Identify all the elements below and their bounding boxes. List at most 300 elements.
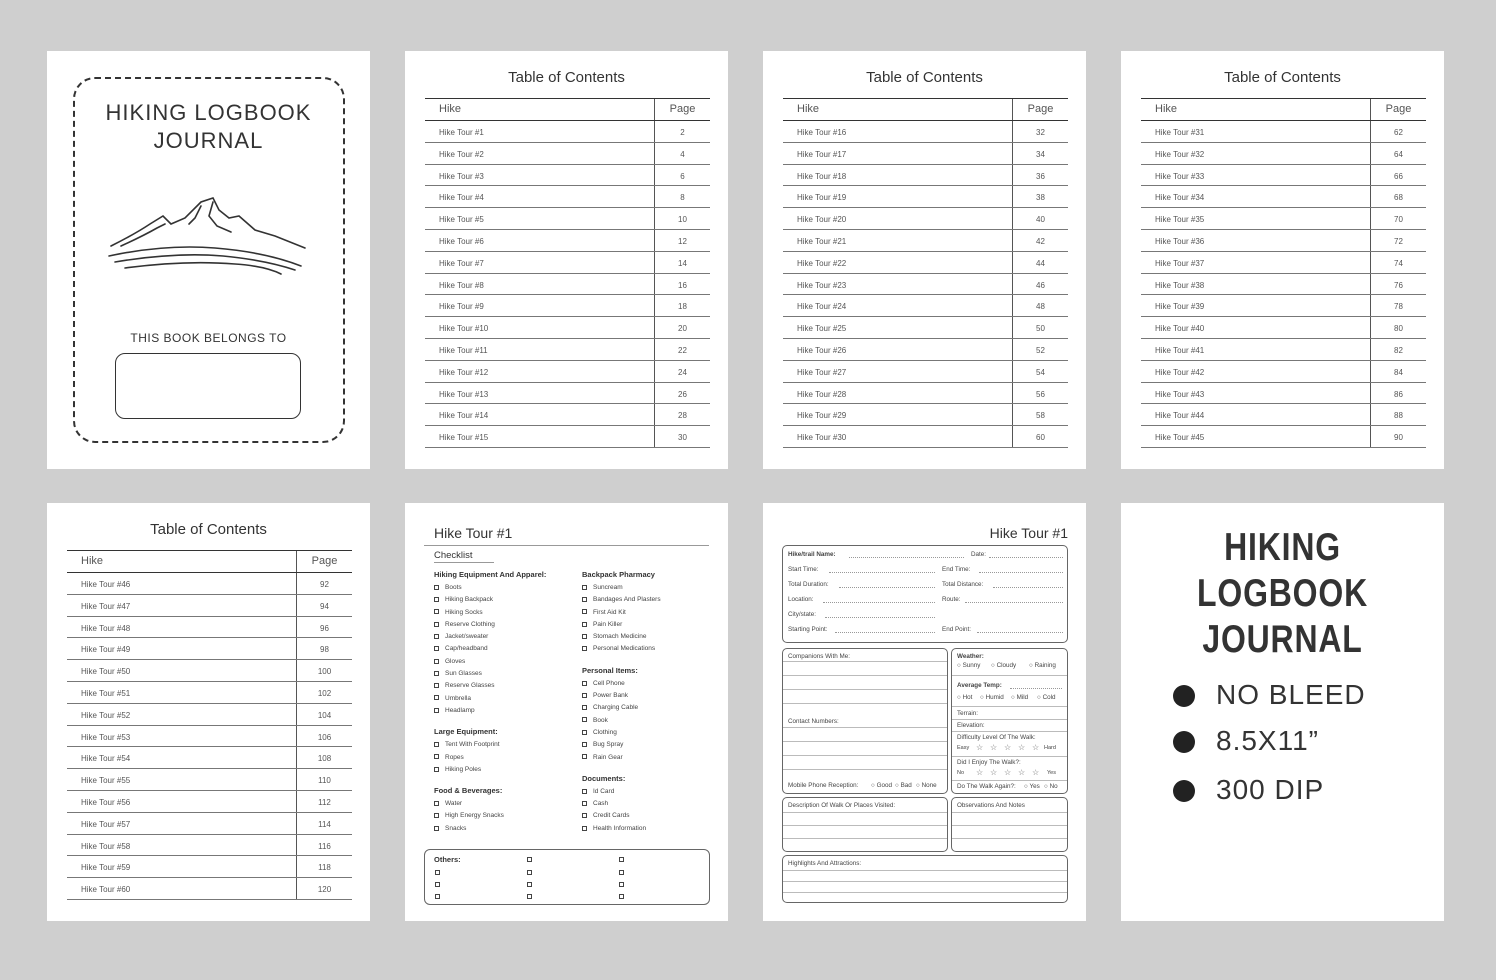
toc-hike-name: Hike Tour #58: [81, 841, 131, 851]
table-row: [67, 573, 352, 595]
toc-page-number: 26: [678, 389, 687, 399]
checkbox[interactable]: [619, 894, 624, 899]
toc-hike-name: Hike Tour #18: [797, 171, 847, 181]
group-gap: [582, 764, 712, 774]
checklist-item[interactable]: [582, 823, 712, 835]
temp-mild[interactable]: ○ Mild: [1011, 694, 1029, 701]
checkbox[interactable]: [619, 857, 624, 862]
terrain-line[interactable]: [952, 719, 1067, 720]
toc-hike-name: Hike Tour #28: [797, 389, 847, 399]
toc-page-number: 78: [1394, 302, 1403, 312]
owner-name-box: [115, 353, 301, 419]
toc-page-number: 46: [1036, 280, 1045, 290]
toc-page-2: [763, 51, 1086, 469]
toc-header-row: [1141, 99, 1426, 121]
checklist-item[interactable]: [434, 656, 579, 668]
toc-page-number: 54: [1036, 367, 1045, 377]
location-field[interactable]: [823, 602, 935, 603]
checklist-item[interactable]: [434, 693, 579, 705]
toc-hike-name: Hike Tour #38: [1155, 280, 1205, 290]
checklist-item[interactable]: [582, 594, 712, 606]
checkbox[interactable]: [582, 789, 587, 794]
star-icon[interactable]: ☆: [1018, 743, 1026, 752]
toc-page-number: 62: [1394, 128, 1403, 137]
table-row: [67, 638, 352, 660]
checkbox[interactable]: [434, 659, 439, 664]
checklist-item[interactable]: [434, 705, 579, 717]
again-no-text: No: [1049, 783, 1058, 790]
star-icon[interactable]: ☆: [1018, 768, 1026, 777]
checkbox[interactable]: [582, 609, 587, 614]
toc-page-number: 44: [1036, 258, 1045, 268]
star-icon[interactable]: ☆: [990, 768, 998, 777]
checkbox[interactable]: [527, 894, 532, 899]
checklist-group-heading: Documents:: [582, 773, 626, 783]
table-row: [67, 835, 352, 857]
toc-page-number: 48: [1036, 302, 1045, 312]
checkbox[interactable]: [527, 882, 532, 887]
checkbox[interactable]: [582, 693, 587, 698]
weather-sunny-text: Sunny: [962, 662, 981, 669]
checklist-item[interactable]: [582, 715, 712, 727]
toc-hike-name: Hike Tour #44: [1155, 411, 1205, 421]
toc-col-page: Page: [1385, 103, 1412, 115]
date-label: Date:: [971, 551, 987, 558]
contact-line[interactable]: [783, 755, 947, 756]
table-row: [67, 878, 352, 900]
toc-page-number: 34: [1036, 149, 1045, 159]
highlights-line[interactable]: [783, 892, 1067, 893]
temp-field[interactable]: [1010, 688, 1062, 689]
toc-page-number: 110: [318, 776, 331, 786]
toc-col-hike: Hike: [81, 555, 104, 567]
companions-line[interactable]: [783, 689, 947, 690]
checklist-item-label: Health Information: [593, 824, 647, 832]
toc-col-hike: Hike: [797, 103, 820, 115]
bullet-dpi: 300 DIP: [1216, 774, 1325, 805]
temp-hot-text: Hot: [962, 694, 973, 701]
starting-point-label: Starting Point:: [788, 626, 828, 633]
toc-page-number: 50: [1036, 324, 1045, 334]
checkbox[interactable]: [619, 870, 624, 875]
checklist-item[interactable]: [582, 607, 712, 619]
weather-raining[interactable]: ○ Raining: [1029, 662, 1056, 669]
toc-page-number: 84: [1394, 367, 1403, 377]
toc-hike-name: Hike Tour #19: [797, 193, 847, 203]
contact-line[interactable]: [783, 727, 947, 728]
toc-hike-name: Hike Tour #4: [439, 193, 484, 203]
toc-hike-name: Hike Tour #34: [1155, 193, 1205, 203]
checkbox[interactable]: [582, 813, 587, 818]
reception-good[interactable]: ○ Good: [871, 782, 892, 789]
reception-bad[interactable]: ○ Bad: [895, 782, 912, 789]
toc-page-number: 92: [320, 580, 329, 589]
checklist-item[interactable]: [582, 727, 712, 739]
table-row: [1141, 165, 1426, 187]
checklist-item[interactable]: [434, 594, 579, 606]
end-time-label: End Time:: [942, 566, 971, 573]
table-row: [783, 230, 1068, 252]
star-icon[interactable]: ☆: [1004, 743, 1012, 752]
toc-page-number: 68: [1394, 193, 1403, 203]
mountain-icon: [105, 196, 311, 276]
checklist-item-label: Credit Cards: [593, 812, 630, 820]
toc-hike-name: Hike Tour #14: [439, 411, 489, 421]
checkbox[interactable]: [582, 742, 587, 747]
checklist-group-heading: Food & Beverages:: [434, 786, 503, 796]
table-row: [425, 426, 710, 448]
checklist-item-label: Reserve Clothing: [445, 620, 495, 628]
table-row: [783, 208, 1068, 230]
table-row: [425, 404, 710, 426]
promo-title-line2: JOURNAL: [1202, 618, 1363, 661]
trail-name-field[interactable]: [849, 557, 964, 558]
checkbox[interactable]: [434, 585, 439, 590]
table-row: [67, 769, 352, 791]
end-point-field[interactable]: [977, 632, 1063, 633]
observations-line[interactable]: [952, 838, 1067, 839]
table-row: [425, 121, 710, 143]
checklist-item[interactable]: [582, 678, 712, 690]
star-icon[interactable]: ☆: [1004, 768, 1012, 777]
toc-page-number: 76: [1394, 280, 1403, 290]
checklist-item[interactable]: [434, 739, 579, 751]
log-title: Hike Tour #1: [989, 525, 1068, 541]
checklist-item[interactable]: [582, 582, 712, 594]
checkbox[interactable]: [582, 826, 587, 831]
checklist-item-label: Suncream: [593, 584, 623, 591]
observations-line[interactable]: [952, 825, 1067, 826]
weather-sunny[interactable]: ○ Sunny: [957, 662, 981, 669]
divider: [952, 756, 1067, 757]
toc-page-number: 112: [318, 797, 331, 807]
checkbox[interactable]: [434, 671, 439, 676]
checklist-item[interactable]: [582, 739, 712, 751]
promo-title: [1150, 525, 1415, 663]
toc-hike-name: Hike Tour #22: [797, 258, 847, 268]
temp-cold-text: Cold: [1042, 694, 1056, 701]
start-time-label: Start Time:: [788, 566, 819, 573]
checklist-item[interactable]: [582, 798, 712, 810]
table-row: [425, 274, 710, 296]
reception-none-text: None: [921, 782, 937, 789]
star-icon[interactable]: ☆: [990, 743, 998, 752]
total-duration-label: Total Duration:: [788, 581, 829, 588]
table-row: [783, 404, 1068, 426]
checkbox[interactable]: [434, 742, 439, 747]
location-label: Location:: [788, 596, 814, 603]
toc-page-number: 20: [678, 324, 687, 334]
checklist-item[interactable]: [434, 619, 579, 631]
toc-page-number: 90: [1394, 433, 1403, 443]
divider: [952, 706, 1067, 707]
toc-page-number: 6: [680, 171, 685, 181]
toc-page-1: [405, 51, 728, 469]
toc-hike-name: Hike Tour #35: [1155, 215, 1205, 225]
checklist-item-label: Id Card: [593, 787, 615, 795]
table-row: [425, 208, 710, 230]
temp-label: Average Temp:: [957, 682, 1002, 689]
checklist-item-label: Sun Glasses: [445, 670, 482, 678]
toc-page-number: 94: [320, 601, 329, 611]
toc-hike-name: Hike Tour #21: [797, 236, 847, 246]
contact-line[interactable]: [783, 741, 947, 742]
table-row: [783, 165, 1068, 187]
contact-line[interactable]: [783, 769, 947, 770]
toc-page-3: [1121, 51, 1444, 469]
checkbox[interactable]: [582, 730, 587, 735]
checklist-item-label: Pain Killer: [593, 620, 623, 628]
table-row: [783, 274, 1068, 296]
checkbox[interactable]: [582, 634, 587, 639]
checkbox[interactable]: [434, 683, 439, 688]
checklist-group-heading: Hiking Equipment And Apparel:: [434, 570, 547, 579]
checklist-item[interactable]: [434, 752, 579, 764]
toc-col-page: Page: [669, 103, 696, 115]
checklist-item[interactable]: [434, 798, 579, 810]
checkbox[interactable]: [434, 646, 439, 651]
checkbox[interactable]: [582, 717, 587, 722]
end-time-field[interactable]: [979, 572, 1063, 573]
total-duration-field[interactable]: [839, 587, 935, 588]
weather-label: Weather:: [957, 653, 984, 660]
companions-label: Companions With Me:: [788, 653, 850, 660]
enjoy-no: No: [957, 770, 965, 776]
again-yes[interactable]: ○ Yes: [1024, 783, 1040, 790]
toc-hike-name: Hike Tour #10: [439, 324, 489, 334]
toc-hike-name: Hike Tour #46: [81, 580, 131, 589]
checklist-item[interactable]: [582, 690, 712, 702]
temp-humid-text: Humid: [985, 694, 1004, 701]
toc-page-number: 14: [678, 258, 687, 268]
checkbox[interactable]: [434, 813, 439, 818]
highlights-box: [782, 855, 1068, 903]
start-time-field[interactable]: [829, 572, 935, 573]
belongs-to-label: THIS BOOK BELONGS TO: [130, 331, 287, 345]
toc-page-number: 74: [1394, 258, 1403, 268]
again-yes-text: Yes: [1029, 783, 1040, 790]
date-field[interactable]: [989, 557, 1063, 558]
toc-page-number: 10: [678, 215, 687, 225]
table-row: [425, 186, 710, 208]
bullet-dot: [1173, 685, 1195, 707]
checkbox[interactable]: [434, 609, 439, 614]
checklist-item[interactable]: [582, 702, 712, 714]
contact-numbers-label: Contact Numbers:: [788, 718, 839, 725]
conditions-box: [951, 648, 1068, 794]
starting-point-field[interactable]: [835, 632, 935, 633]
toc-header-row: [783, 99, 1068, 121]
toc-page-number: 2: [680, 128, 685, 137]
checkbox[interactable]: [435, 882, 440, 887]
checkbox[interactable]: [582, 681, 587, 686]
checklist-item[interactable]: [582, 810, 712, 822]
toc-hike-name: Hike Tour #5: [439, 215, 484, 225]
toc-page-number: 8: [680, 193, 685, 203]
table-row: [1141, 383, 1426, 405]
table-row: [425, 383, 710, 405]
checklist-item[interactable]: [434, 764, 579, 776]
toc-page-number: 70: [1394, 215, 1403, 225]
star-icon[interactable]: ☆: [1032, 743, 1040, 752]
toc-hike-name: Hike Tour #30: [797, 433, 847, 443]
end-point-label: End Point:: [942, 626, 972, 633]
elevation-line[interactable]: [952, 731, 1067, 732]
toc-hike-name: Hike Tour #40: [1155, 324, 1205, 334]
toc-hike-name: Hike Tour #37: [1155, 258, 1205, 268]
temp-humid[interactable]: ○ Humid: [980, 694, 1004, 701]
checkbox[interactable]: [434, 622, 439, 627]
table-row: [67, 595, 352, 617]
checklist-item[interactable]: [434, 823, 579, 835]
checklist-item-label: Clothing: [593, 728, 617, 736]
table-row: [67, 747, 352, 769]
temp-cold[interactable]: ○ Cold: [1037, 694, 1056, 701]
checkbox[interactable]: [434, 801, 439, 806]
checklist-item-label: Stomach Medicine: [593, 633, 647, 641]
toc-hike-name: Hike Tour #42: [1155, 367, 1205, 377]
toc-page-number: 16: [678, 280, 687, 290]
description-line[interactable]: [783, 812, 947, 813]
toc-page-number: 102: [317, 688, 332, 698]
group-gap: [434, 776, 579, 786]
checklist-item-label: Tent With Footprint: [445, 741, 500, 749]
observations-line[interactable]: [952, 812, 1067, 813]
weather-cloudy[interactable]: ○ Cloudy: [991, 662, 1017, 669]
toc-hike-name: Hike Tour #36: [1155, 236, 1205, 246]
checklist-item[interactable]: [582, 631, 712, 643]
toc-page-number: 12: [678, 236, 687, 246]
checklist-item[interactable]: [434, 643, 579, 655]
total-distance-field[interactable]: [993, 587, 1063, 588]
city-field[interactable]: [825, 617, 935, 618]
checklist-item-label: Personal Medications: [593, 645, 656, 653]
toc-page-number: 114: [318, 819, 331, 829]
checkbox[interactable]: [619, 882, 624, 887]
table-row: [1141, 143, 1426, 165]
toc-page-number: 40: [1036, 215, 1045, 225]
trail-name-label: Hike/trail Name:: [788, 551, 836, 558]
difficulty-easy: Easy: [957, 745, 970, 751]
toc-col-hike: Hike: [1155, 103, 1178, 115]
description-box: [782, 797, 948, 852]
toc-page-number: 104: [317, 710, 332, 720]
toc-hike-name: Hike Tour #54: [81, 754, 131, 764]
checkbox[interactable]: [582, 597, 587, 602]
checkbox[interactable]: [582, 585, 587, 590]
toc-hike-name: Hike Tour #60: [81, 885, 131, 895]
others-box: [424, 849, 710, 905]
checklist-item[interactable]: [434, 680, 579, 692]
table-row: [1141, 426, 1426, 448]
checkbox[interactable]: [434, 754, 439, 759]
checkbox[interactable]: [434, 695, 439, 700]
checkbox[interactable]: [434, 708, 439, 713]
companions-line[interactable]: [783, 703, 947, 704]
companions-line[interactable]: [783, 675, 947, 676]
cover-page: [47, 51, 370, 469]
description-label: Description Of Walk Or Places Visited:: [788, 802, 896, 809]
terrain-label: Terrain:: [957, 710, 978, 717]
checkbox[interactable]: [434, 634, 439, 639]
toc-hike-name: Hike Tour #51: [81, 688, 131, 698]
checkbox[interactable]: [527, 870, 532, 875]
toc-page-number: 64: [1394, 149, 1403, 159]
checklist-item[interactable]: [582, 643, 712, 655]
checklist-item[interactable]: [434, 668, 579, 680]
toc-page-number: 42: [1036, 236, 1045, 246]
toc-page-4: [47, 503, 370, 921]
table-row: [1141, 274, 1426, 296]
checkbox[interactable]: [582, 646, 587, 651]
companions-line[interactable]: [783, 661, 947, 662]
highlights-line[interactable]: [783, 870, 1067, 871]
description-line[interactable]: [783, 825, 947, 826]
star-icon[interactable]: ☆: [1032, 768, 1040, 777]
temp-hot[interactable]: ○ Hot: [957, 694, 973, 701]
toc-title: Table of Contents: [508, 69, 625, 86]
checklist-item[interactable]: [434, 631, 579, 643]
checkbox[interactable]: [582, 801, 587, 806]
checkbox[interactable]: [582, 705, 587, 710]
checklist-item-label: Water: [445, 800, 463, 808]
reception-none[interactable]: ○ None: [916, 782, 937, 789]
toc-page-number: 116: [318, 841, 331, 851]
highlights-line[interactable]: [783, 881, 1067, 882]
checklist-item-label: Charging Cable: [593, 704, 639, 712]
weather-raining-text: Raining: [1034, 662, 1056, 669]
toc-hike-name: Hike Tour #50: [81, 667, 131, 677]
checklist-group-heading: Personal Items:: [582, 665, 638, 675]
elevation-label: Elevation:: [957, 722, 985, 729]
toc-hike-name: Hike Tour #48: [81, 623, 131, 633]
table-row: [1141, 361, 1426, 383]
checkbox[interactable]: [582, 754, 587, 759]
checkbox[interactable]: [435, 870, 440, 875]
table-row: [783, 317, 1068, 339]
toc-page-number: 32: [1036, 128, 1045, 137]
toc-hike-name: Hike Tour #39: [1155, 302, 1205, 312]
toc-hike-name: Hike Tour #2: [439, 149, 484, 159]
checklist-item[interactable]: [434, 810, 579, 822]
checkbox[interactable]: [434, 826, 439, 831]
again-no[interactable]: ○ No: [1044, 783, 1058, 790]
checkbox[interactable]: [434, 597, 439, 602]
checklist-subtitle: Checklist: [434, 550, 494, 563]
divider: [952, 675, 1067, 676]
checkbox[interactable]: [434, 767, 439, 772]
checklist-item[interactable]: [434, 607, 579, 619]
checkbox[interactable]: [582, 622, 587, 627]
enjoy-label: Did I Enjoy The Walk?:: [957, 759, 1021, 766]
checklist-item[interactable]: [582, 786, 712, 798]
checklist-item-label: Hiking Socks: [445, 608, 483, 616]
description-line[interactable]: [783, 838, 947, 839]
star-icon[interactable]: ☆: [976, 768, 984, 777]
checklist-item[interactable]: [582, 752, 712, 764]
star-icon[interactable]: ☆: [976, 743, 984, 752]
checklist-item[interactable]: [582, 619, 712, 631]
checkbox[interactable]: [435, 894, 440, 899]
checklist-item[interactable]: [434, 582, 579, 594]
toc-page-number: 30: [678, 433, 687, 443]
table-row: [425, 143, 710, 165]
table-row: [783, 186, 1068, 208]
checkbox[interactable]: [527, 857, 532, 862]
checklist-item-label: Bug Spray: [593, 741, 624, 749]
route-field[interactable]: [965, 602, 1063, 603]
toc-hike-name: Hike Tour #41: [1155, 345, 1205, 355]
